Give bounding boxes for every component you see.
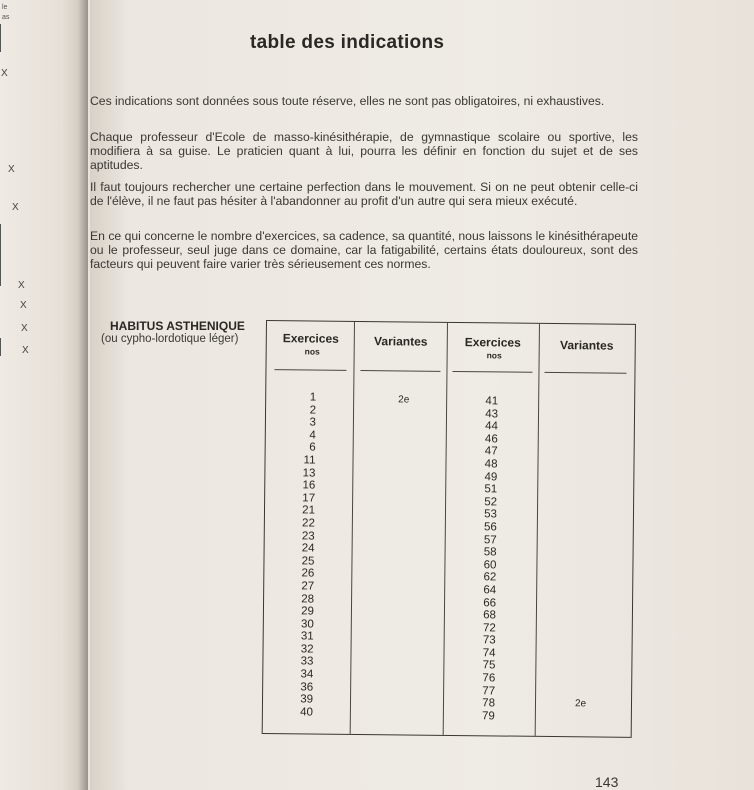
exercise-number: 31	[300, 630, 314, 643]
exercise-number: 44	[485, 420, 498, 433]
exercise-number: 76	[482, 672, 496, 685]
exercise-number: 21	[302, 504, 316, 517]
exercise-number: 27	[301, 580, 315, 593]
book-binding-shadow	[78, 0, 88, 790]
exercise-number: 1	[309, 391, 317, 404]
exercise-number: 72	[482, 621, 496, 635]
left-page-rule	[0, 224, 1, 286]
column-divider	[350, 322, 355, 734]
left-page-mark: X	[18, 280, 25, 291]
exercise-number: 53	[484, 508, 498, 521]
paragraph-1: Ces indications sont données sous toute réserve, elles ne sont pas obligatoires, ni exhaustives.	[90, 94, 605, 108]
exercise-number: 40	[300, 706, 313, 719]
paragraph-4: En ce qui concerne le nombre d'exercices, sa cadence, sa quantité, nous laissons le kinésithérapeute ou le professeur, seul juge dans ce domaine, car la fatigabilité, certains états douloureux, sont des facteurs qui peuvent faire varier très sérieusement ces normes.	[90, 229, 638, 271]
habitus-heading: HABITUS ASTHENIQUE	[110, 319, 245, 333]
paragraph-3: Il faut toujours rechercher une certaine perfection dans le mouvement. Si on ne peut obtenir celle-ci de l'élève, il ne faut pas hésiter à l'abandonner au profit d'un autre qui sera mieux exécuté.	[90, 180, 638, 208]
exercise-number: 58	[483, 546, 497, 559]
exercise-number: 24	[301, 542, 315, 555]
exercise-number: 64	[483, 584, 497, 597]
header-rule	[360, 370, 440, 372]
exercise-number: 13	[302, 466, 316, 480]
exercise-number: 57	[483, 533, 497, 546]
left-page-mark: X	[1, 68, 8, 79]
exercise-number: 73	[482, 634, 496, 647]
paragraph-2: Chaque professeur d'Ecole de masso-kinésithérapie, de gymnastique scolaire ou sportive, les modifiera à sa guise. Le praticien quant à lui, pourra les définir en fonction du sujet et de ses aptitudes.	[90, 130, 638, 172]
exercise-number: 32	[300, 643, 314, 656]
page-number: 143	[595, 774, 619, 790]
exercise-number: 36	[300, 681, 314, 694]
exercise-number: 23	[301, 529, 315, 543]
exercise-number: 41	[485, 395, 499, 408]
exercise-number: 75	[482, 659, 496, 672]
page-title: table des indications	[250, 32, 445, 53]
exercise-number: 34	[300, 668, 314, 681]
variant-mark-1: 2e	[398, 394, 410, 406]
header-rule	[544, 372, 626, 374]
header-rule	[274, 369, 346, 371]
exercise-number: 33	[300, 655, 314, 668]
exercise-number: 25	[301, 555, 315, 568]
exercise-number: 46	[484, 433, 498, 446]
exercise-number: 62	[483, 571, 497, 584]
indications-table	[262, 320, 636, 738]
header-exercices-2: Exercices	[464, 335, 521, 350]
exercise-number: 43	[485, 407, 499, 421]
exercise-number: 79	[482, 710, 495, 723]
exercise-number: 51	[484, 483, 498, 496]
header-nos-2: nos	[486, 350, 502, 361]
exercise-number: 47	[484, 445, 498, 458]
exercise-number: 68	[483, 609, 496, 622]
header-exercices-1: Exercices	[282, 331, 339, 346]
exercise-number: 29	[301, 605, 315, 618]
left-page-rule	[0, 338, 1, 356]
exercise-number: 28	[301, 592, 315, 606]
left-page-mark: X	[12, 202, 19, 213]
exercise-number: 60	[483, 559, 497, 572]
exercise-number: 6	[309, 441, 316, 454]
exercise-number: 74	[482, 647, 496, 660]
exercise-number: 48	[484, 458, 498, 471]
exercise-number: 26	[301, 567, 315, 580]
exercise-number: 66	[483, 596, 497, 609]
exercise-number: 22	[302, 517, 315, 530]
exercise-number: 30	[300, 618, 314, 631]
exercise-number: 56	[483, 521, 497, 534]
exercise-number: 17	[302, 492, 316, 505]
exercise-number: 4	[309, 429, 316, 442]
left-page-mark: X	[22, 345, 29, 356]
column-divider	[535, 324, 540, 736]
exercise-number: 52	[484, 496, 498, 509]
habitus-subtitle: (ou cypho-lordotique léger)	[101, 333, 239, 345]
left-page-fragment: as	[2, 14, 10, 21]
left-page-mark: X	[20, 300, 27, 311]
exercise-number: 78	[482, 697, 496, 710]
header-rule	[452, 371, 532, 373]
exercises-column-1	[263, 391, 316, 719]
exercises-column-2	[445, 395, 498, 723]
header-variantes-1: Variantes	[374, 334, 428, 349]
exercise-number: 77	[482, 684, 496, 698]
variant-mark-2: 2e	[574, 698, 587, 710]
left-page-mark: X	[21, 323, 28, 334]
header-variantes-2: Variantes	[559, 338, 614, 353]
exercise-number: 39	[300, 693, 314, 706]
left-page-rule	[0, 24, 1, 52]
left-page-mark: X	[8, 164, 15, 175]
book-page	[90, 0, 754, 790]
exercise-number: 3	[309, 416, 316, 429]
exercise-number: 11	[303, 454, 316, 467]
facing-page	[0, 0, 88, 790]
exercise-number: 49	[484, 470, 498, 483]
exercise-number: 16	[302, 479, 316, 492]
exercise-number: 2	[309, 404, 317, 417]
left-page-fragment: le	[2, 4, 8, 11]
header-nos-1: nos	[304, 346, 320, 357]
